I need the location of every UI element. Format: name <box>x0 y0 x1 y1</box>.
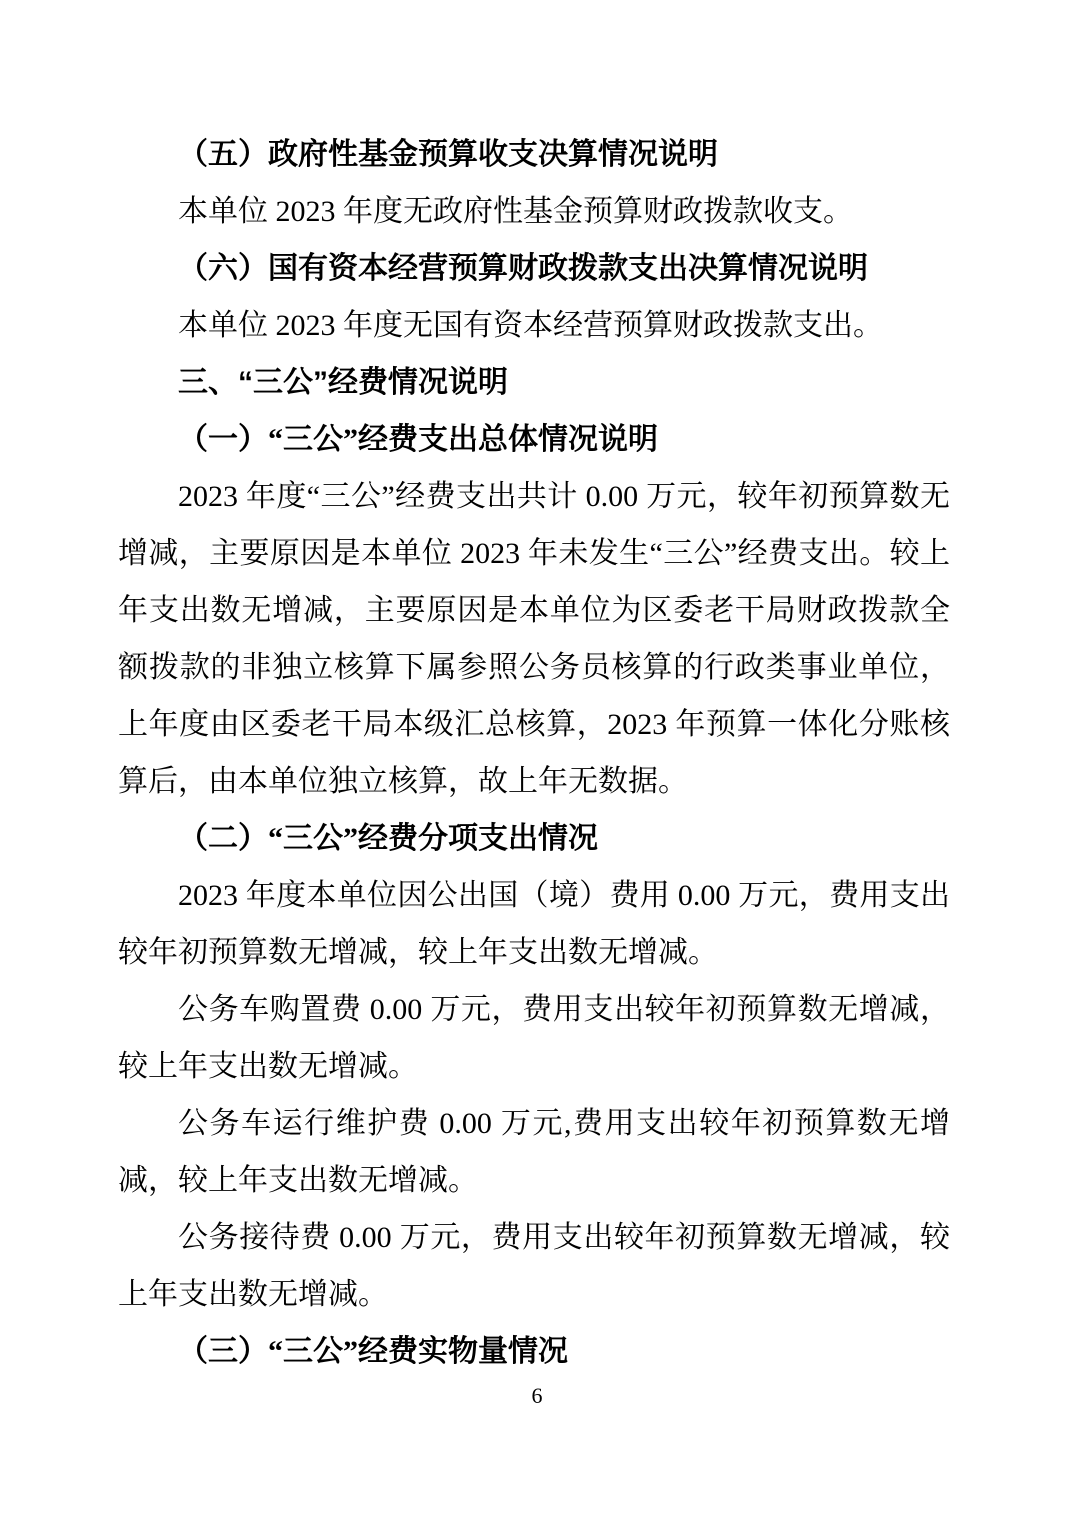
heading-part-3-three-public-funds: 三、“三公”经费情况说明 <box>178 366 508 399</box>
heading-sub-3-physical-quantity: （三）“三公”经费实物量情况 <box>178 1335 568 1368</box>
para-vehicle-maintenance-expense: 公务车运行维护费 0.00 万元,费用支出较年初预算数无增减，较上年支出数无增减。 <box>118 1107 950 1197</box>
para-official-reception-expense: 公务接待费 0.00 万元，费用支出较年初预算数无增减，较上年支出数无增减。 <box>118 1221 950 1311</box>
para-gov-fund-statement: 本单位 2023 年度无政府性基金预算财政拨款收支。 <box>178 195 853 228</box>
document-body <box>118 126 950 1380</box>
heading-sub-2-itemized-spending: （二）“三公”经费分项支出情况 <box>178 822 598 855</box>
page-number: 6 <box>531 1383 543 1408</box>
para-vehicle-purchase-expense: 公务车购置费 0.00 万元，费用支出较年初预算数无增减，较上年支出数无增减。 <box>118 993 950 1083</box>
para-overall-spending-statement: 2023 年度“三公”经费支出共计 0.00 万元，较年初预算数无增减，主要原因是本单位 2023 年未发生“三公”经费支出。较上年支出数无增减，主要原因是本单位为区委老干局财政拨款全额拨款的非独立核算下属参照公务员核算的行政类事业单位，上年度由区委老干局本级汇总核算，2023 年预算一体化分账核算后，由本单位独立核算，故上年无数据。 <box>118 480 950 798</box>
para-overseas-travel-expense: 2023 年度本单位因公出国（境）费用 0.00 万元，费用支出较年初预算数无增减，较上年支出数无增减。 <box>118 879 950 969</box>
para-state-capital-statement: 本单位 2023 年度无国有资本经营预算财政拨款支出。 <box>178 309 883 342</box>
heading-section-6-state-capital: （六）国有资本经营预算财政拨款支出决算情况说明 <box>178 252 868 285</box>
heading-sub-1-overall-spending: （一）“三公”经费支出总体情况说明 <box>178 423 658 456</box>
heading-section-5-gov-fund: （五）政府性基金预算收支决算情况说明 <box>178 138 718 171</box>
